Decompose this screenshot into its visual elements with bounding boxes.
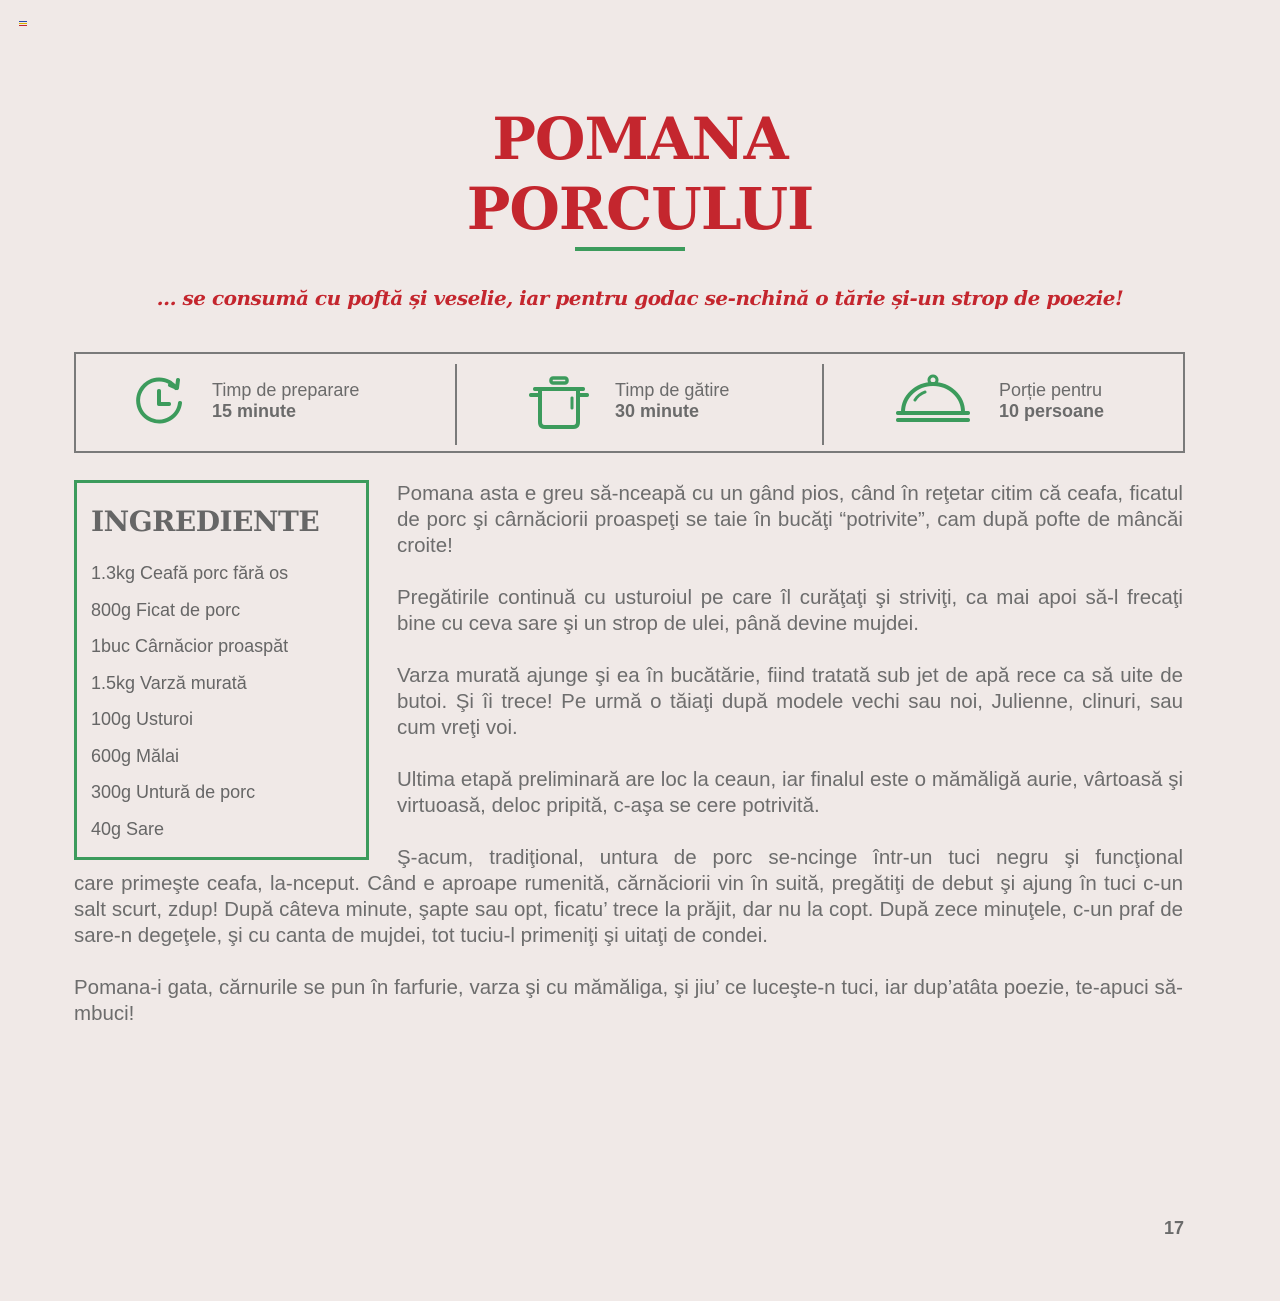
servings-item: [824, 354, 1183, 451]
ingredient-item: 1.3kg Ceafă porc fără os: [91, 563, 289, 583]
tagline: ... se consumă cu poftă și veselie, iar pentru godac se-nchină o tărie și-un strop de poezie!: [156, 286, 1124, 310]
title-underline: [575, 247, 685, 251]
paragraph-1: Pomana asta e greu să-nceapă cu un gând pios, când în reţetar citim că ceafa, ficatul de porc şi cârnăciorii proaspeţi se taie în bucăţi “potrivite”, cam după pofte de mâncăi croite!: [397, 482, 1183, 557]
paragraph-5-first-line: Ş-acum, tradiţional, untura de porc se-ncinge într-un tuci negru şi funcţional: [397, 846, 1183, 869]
ingredient-item: 800g Ficat de porc: [91, 599, 241, 620]
pot-icon: [529, 376, 589, 430]
paragraph-4: Ultima etapă preliminară are loc la ceaun, iar finalul este o mămăligă aurie, vârtoasă şi virtuoasă, deloc pripită, c-aşa se cere potrivită.: [397, 768, 1183, 817]
ingredient-item: 1.5kg Varză murată: [91, 672, 247, 693]
ingredient-item: 300g Untură de porc: [91, 782, 256, 802]
cook-time-item: [457, 354, 822, 451]
flag-icon: [19, 21, 27, 26]
clock-icon: [132, 376, 186, 430]
ingredient-item: 40g Sare: [91, 818, 165, 839]
prep-time-value: 15 minute: [212, 401, 297, 421]
page-number: 17: [1164, 1218, 1185, 1238]
recipe-title: [0, 104, 1280, 244]
ingredients-title: INGREDIENTE: [91, 505, 320, 538]
ingredients-box: [74, 480, 369, 860]
paragraph-2: Pregătirile continuă cu usturoiul pe care îl curăţaţi şi striviţi, ca mai apoi să-l frecaţi bine cu ceva sare şi un strop de ulei, până devine mujdei.: [397, 586, 1183, 635]
cloche-icon: [895, 374, 971, 426]
recipe-info-box: [74, 352, 1185, 453]
cook-time-label: Timp de gătire: [615, 380, 730, 400]
ingredient-item: 1buc Cârnăcior proaspăt: [91, 636, 289, 656]
servings-value: 10 persoane: [999, 401, 1105, 421]
ingredient-item: 100g Usturoi: [91, 709, 194, 729]
servings-label: Porție pentru: [999, 380, 1103, 400]
paragraph-6: Pomana-i gata, cărnurile se pun în farfurie, varza şi cu mămăliga, şi jiu’ ce luceşte-n tuci, iar dup’atâta poezie, te-apuci să-mbuci!: [74, 976, 1183, 1025]
prep-time-label: Timp de preparare: [212, 380, 360, 400]
prep-time-item: [76, 354, 456, 451]
ingredients-list: [91, 562, 288, 854]
title-line-1: POMANA: [492, 105, 788, 173]
paragraph-3: Varza murată ajunge şi ea în bucătărie, fiind tratată sub jet de apă rece ca să uite de butoi. Şi îi trece! Pe urmă o tăiaţi după modele vechi sau noi, Julienne, clinuri, sau cum vreţi voi.: [397, 664, 1183, 739]
title-line-2: PORCULUI: [466, 175, 814, 243]
ingredient-item: 600g Mălai: [91, 745, 180, 766]
cook-time-value: 30 minute: [615, 401, 700, 421]
paragraph-5: care primeşte ceafa, la-nceput. Când e aproape rumenită, cărnăciorii vin în suită, pregătiţi de debut şi ajung în tuci c-un salt scurt, zdup! După câteva minute, şapte sau opt, ficatu’ trece la prăjit, dar nu la copt. După zece minuţele, c-un praf de sare-n degeţele, şi cu canta de mujdei, tot tuciu-l primeniţi şi uitaţi de condei.: [74, 872, 1183, 947]
